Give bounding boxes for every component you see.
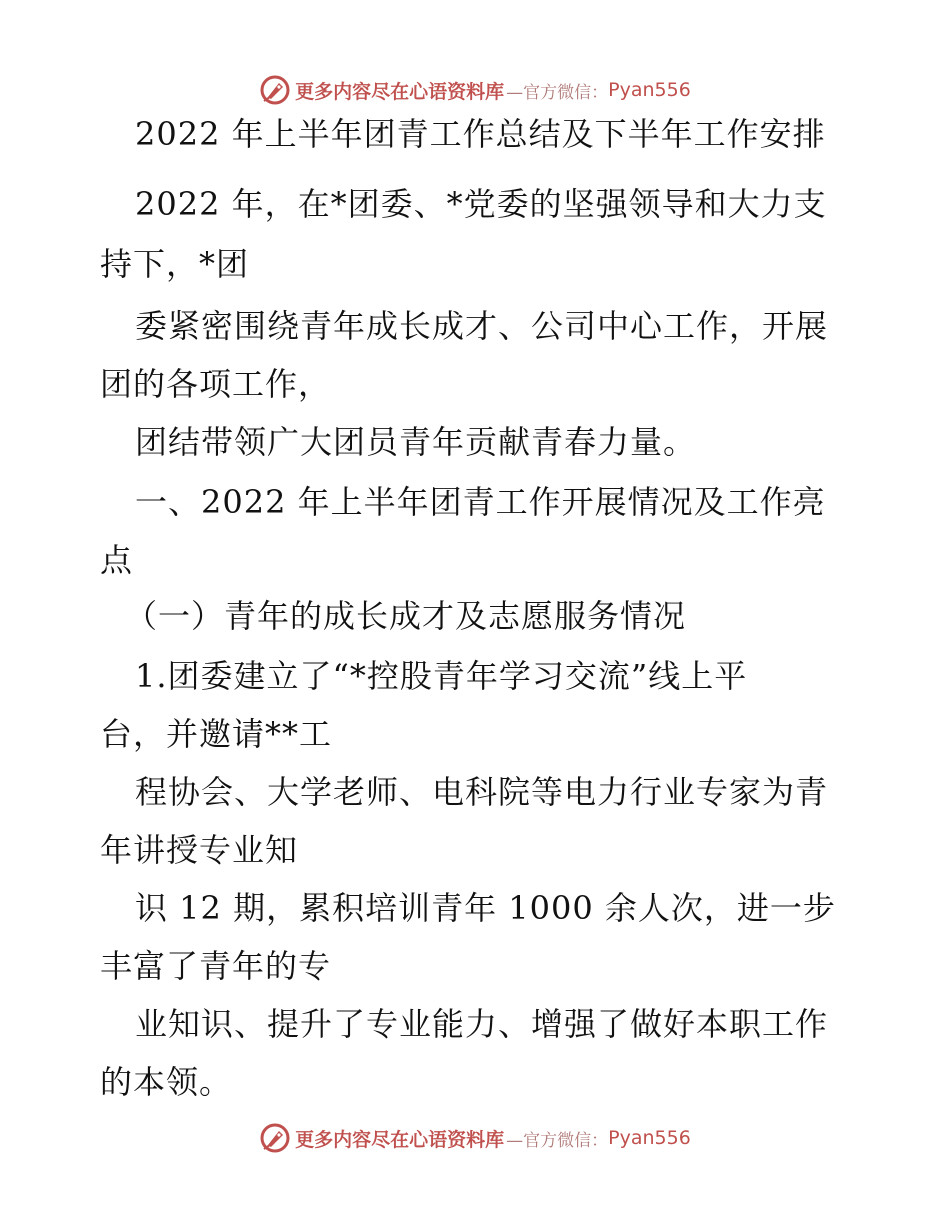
doc-line: 1.团委建立了“*控股青年学习交流”线上平 [135, 657, 748, 695]
doc-line: 程协会、大学老师、电科院等电力行业专家为青 [135, 773, 829, 811]
section-heading-continued: 点 [100, 541, 134, 579]
doc-line: 的本领。 [100, 1063, 233, 1101]
banner-wechat-id: Pyan556 [608, 1127, 691, 1149]
pen-nib-circle-icon [259, 74, 291, 106]
doc-line: 台，并邀请**工 [100, 715, 333, 753]
header-banner [0, 70, 950, 110]
banner-brand-text: 更多内容尽在心语资料库 [295, 1128, 505, 1151]
footer-banner [0, 1118, 950, 1158]
subsection-heading: （一）青年的成长成才及志愿服务情况 [125, 597, 687, 635]
doc-line: 2022 年，在*团委、*党委的坚强领导和大力支 [135, 185, 827, 223]
doc-title: 2022 年上半年团青工作总结及下半年工作安排 [135, 115, 826, 153]
doc-line: 团的各项工作， [100, 365, 332, 403]
pen-nib-circle-icon [259, 1122, 291, 1154]
doc-line: 丰富了青年的专 [100, 947, 332, 985]
doc-line: 识 12 期，累积培训青年 1000 余人次，进一步 [135, 889, 836, 927]
doc-line: 业知识、提升了专业能力、增强了做好本职工作 [135, 1005, 829, 1043]
banner-separator-text: —官方微信： [506, 82, 609, 103]
doc-line: 团结带领广大团员青年贡献青春力量。 [135, 423, 697, 461]
doc-line: 持下，*团 [100, 245, 250, 283]
banner-separator-text: —官方微信： [506, 1130, 609, 1151]
doc-line: 委紧密围绕青年成长成才、公司中心工作，开展 [135, 307, 829, 345]
banner-wechat-id: Pyan556 [608, 79, 691, 101]
section-heading: 一、2022 年上半年团青工作开展情况及工作亮 [135, 483, 826, 521]
doc-line: 年讲授专业知 [100, 831, 299, 869]
banner-brand-text: 更多内容尽在心语资料库 [295, 80, 505, 103]
